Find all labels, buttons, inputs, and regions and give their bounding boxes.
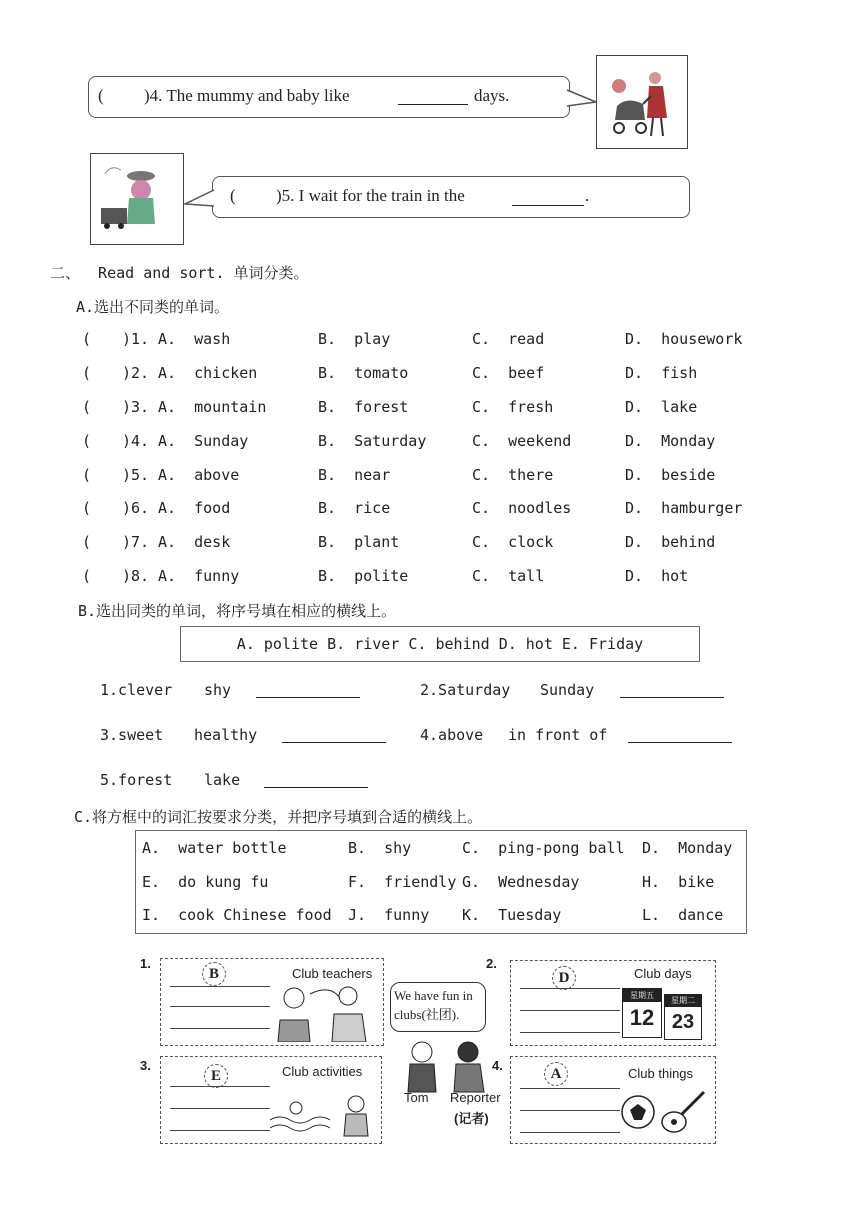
part-a-title: A.选出不同类的单词。 xyxy=(76,298,230,316)
part-c-word: B. shy xyxy=(348,839,412,857)
section-2-title: 二、 Read and sort. 单词分类。 xyxy=(50,264,309,282)
option-c: C. read xyxy=(472,330,545,348)
panel-3-example: E xyxy=(204,1064,228,1088)
part-b-item-1-blank[interactable] xyxy=(256,697,360,698)
bubble-tail-q4 xyxy=(566,88,598,110)
option-a: A. funny xyxy=(158,567,240,585)
part-a-row xyxy=(80,466,800,488)
option-c: C. weekend xyxy=(472,432,572,450)
option-a: A. chicken xyxy=(158,364,258,382)
part-c-word: K. Tuesday xyxy=(462,906,562,924)
part-a-row xyxy=(80,533,800,555)
option-b: B. play xyxy=(318,330,391,348)
answer-paren[interactable]: ( xyxy=(82,567,92,585)
calendar-1-number: 12 xyxy=(629,1005,655,1030)
part-b-item-3-blank[interactable] xyxy=(282,742,386,743)
answer-paren[interactable]: ( xyxy=(82,398,92,416)
part-a-row xyxy=(80,364,800,386)
part-b-item-4-blank[interactable] xyxy=(628,742,732,743)
question-number: )7. xyxy=(122,533,150,551)
panel-1-line-2[interactable] xyxy=(170,1006,270,1007)
teachers-picture-icon xyxy=(270,980,380,1042)
ball-guitar-icon xyxy=(620,1088,712,1138)
option-a: A. desk xyxy=(158,533,231,551)
panel-2-label: Club days xyxy=(634,966,692,981)
calendar-2-icon xyxy=(664,994,702,1040)
panel-2-line-2[interactable] xyxy=(520,1010,620,1011)
panel-4-example: A xyxy=(544,1062,568,1086)
option-d: D. Monday xyxy=(625,432,716,450)
question-number: )1. xyxy=(122,330,150,348)
question-number: )6. xyxy=(122,499,150,517)
center-speech-text: We have fun in clubs(社团). xyxy=(394,988,473,1022)
option-d: D. lake xyxy=(625,398,698,416)
option-a: A. food xyxy=(158,499,231,517)
option-d: D. hot xyxy=(625,567,689,585)
calendar-1-head: 星期五 xyxy=(623,989,661,1002)
panel-3-line-3[interactable] xyxy=(170,1130,270,1131)
part-c-word: G. Wednesday xyxy=(462,873,580,891)
option-b: B. forest xyxy=(318,398,409,416)
part-c-word: L. dance xyxy=(642,906,724,924)
part-b-word-box-text: A. polite B. river C. behind D. hot E. Friday xyxy=(236,635,644,653)
panel-1-line-3[interactable] xyxy=(170,1028,270,1029)
panel-2-line-1[interactable] xyxy=(520,988,620,989)
option-a: A. above xyxy=(158,466,240,484)
part-c-word: D. Monday xyxy=(642,839,733,857)
part-c-word: C. ping-pong ball xyxy=(462,839,625,857)
question-number: )3. xyxy=(122,398,150,416)
option-c: C. noodles xyxy=(472,499,572,517)
part-b-item-4-word2: in front of xyxy=(508,726,608,744)
panel-4-label: Club things xyxy=(628,1066,694,1081)
part-b-item-5-word2: lake xyxy=(204,771,241,789)
part-a-row xyxy=(80,432,800,454)
answer-paren[interactable]: ( xyxy=(82,466,92,484)
part-c-title: C.将方框中的词汇按要求分类，并把序号填到合适的横线上。 xyxy=(74,808,483,826)
part-a-row xyxy=(80,499,800,521)
answer-paren[interactable]: ( xyxy=(82,499,92,517)
option-c: C. fresh xyxy=(472,398,554,416)
panel-1-line-1[interactable] xyxy=(170,986,270,987)
panel-3-number: 3. xyxy=(140,1058,151,1073)
part-b-item-3-word2: healthy xyxy=(194,726,258,744)
answer-paren[interactable]: ( xyxy=(82,364,92,382)
train-icon xyxy=(91,154,183,244)
club-illustration xyxy=(134,942,724,1146)
option-d: D. behind xyxy=(625,533,716,551)
part-b-title: B.选出同类的单词，将序号填在相应的横线上。 xyxy=(78,602,397,620)
q4-paren: ( xyxy=(98,86,104,105)
part-b-item-1-word2: shy xyxy=(204,681,232,699)
part-b-item-5-blank[interactable] xyxy=(264,787,368,788)
option-a: A. Sunday xyxy=(158,432,249,450)
option-b: B. rice xyxy=(318,499,391,517)
q4-text: )4. The mummy and baby like xyxy=(144,86,350,105)
question-number: )5. xyxy=(122,466,150,484)
panel-2-number: 2. xyxy=(486,956,497,971)
part-c-word: E. do kung fu xyxy=(142,873,269,891)
option-b: B. near xyxy=(318,466,391,484)
part-c-word: A. water bottle xyxy=(142,839,287,857)
option-b: B. Saturday xyxy=(318,432,427,450)
train-picture xyxy=(90,153,184,245)
option-c: C. there xyxy=(472,466,554,484)
calendar-2-head: 星期二 xyxy=(665,995,701,1007)
panel-1-example: B xyxy=(202,962,226,986)
option-b: B. tomato xyxy=(318,364,409,382)
option-d: D. housework xyxy=(625,330,743,348)
panel-1-label: Club teachers xyxy=(292,966,373,981)
part-b-item-1: 1.clever xyxy=(100,681,173,699)
panel-4-line-3[interactable] xyxy=(520,1132,620,1133)
activities-picture-icon xyxy=(270,1090,376,1138)
panel-4-line-2[interactable] xyxy=(520,1110,620,1111)
panel-4-number: 4. xyxy=(492,1058,503,1073)
part-c-word: F. friendly xyxy=(348,873,457,891)
part-b-item-2: 2.Saturday xyxy=(420,681,511,699)
option-c: C. tall xyxy=(472,567,545,585)
part-b-word-box xyxy=(180,626,700,662)
q4-blank[interactable] xyxy=(398,104,468,105)
option-c: C. beef xyxy=(472,364,545,382)
question-number: )4. xyxy=(122,432,150,450)
stroller-icon xyxy=(597,56,687,148)
option-b: B. plant xyxy=(318,533,400,551)
bubble-tail-q5 xyxy=(184,188,216,210)
option-c: C. clock xyxy=(472,533,554,551)
tom-label: Tom xyxy=(404,1090,429,1105)
reporter-label: Reporter xyxy=(450,1090,501,1105)
part-b-item-5: 5.forest xyxy=(100,771,173,789)
option-a: A. mountain xyxy=(158,398,267,416)
option-b: B. polite xyxy=(318,567,409,585)
q5-blank[interactable] xyxy=(512,205,584,206)
panel-3-line-2[interactable] xyxy=(170,1108,270,1109)
part-a-row xyxy=(80,330,800,352)
question-number: )8. xyxy=(122,567,150,585)
calendar-2-number: 23 xyxy=(671,1011,695,1033)
option-d: D. beside xyxy=(625,466,716,484)
answer-paren[interactable]: ( xyxy=(82,432,92,450)
panel-3-label: Club activities xyxy=(282,1064,363,1079)
panel-4-line-1[interactable] xyxy=(520,1088,620,1089)
panel-2-example: D xyxy=(552,966,576,990)
part-b-item-4: 4.above xyxy=(420,726,484,744)
part-a-row xyxy=(80,398,800,420)
option-d: D. hamburger xyxy=(625,499,743,517)
q5-text: )5. I wait for the train in the xyxy=(276,186,465,205)
q4-after: days. xyxy=(474,86,510,105)
panel-2-line-3[interactable] xyxy=(520,1032,620,1033)
part-c-word: I. cook Chinese food xyxy=(142,906,332,924)
panel-3-line-1[interactable] xyxy=(170,1086,270,1087)
part-c-word: H. bike xyxy=(642,873,715,891)
part-c-word: J. funny xyxy=(348,906,430,924)
part-b-item-3: 3.sweet xyxy=(100,726,164,744)
answer-paren[interactable]: ( xyxy=(82,330,92,348)
option-a: A. wash xyxy=(158,330,231,348)
mummy-baby-picture xyxy=(596,55,688,149)
option-d: D. fish xyxy=(625,364,698,382)
part-b-item-2-blank[interactable] xyxy=(620,697,724,698)
part-a-row xyxy=(80,567,800,589)
q5-after: . xyxy=(585,186,590,205)
answer-paren[interactable]: ( xyxy=(82,533,92,551)
reporter-cn-label: (记者) xyxy=(454,1111,489,1126)
q5-paren: ( xyxy=(230,186,236,205)
calendar-1-icon xyxy=(622,988,662,1038)
part-b-item-2-word2: Sunday xyxy=(540,681,595,699)
panel-1-number: 1. xyxy=(140,956,151,971)
question-number: )2. xyxy=(122,364,150,382)
